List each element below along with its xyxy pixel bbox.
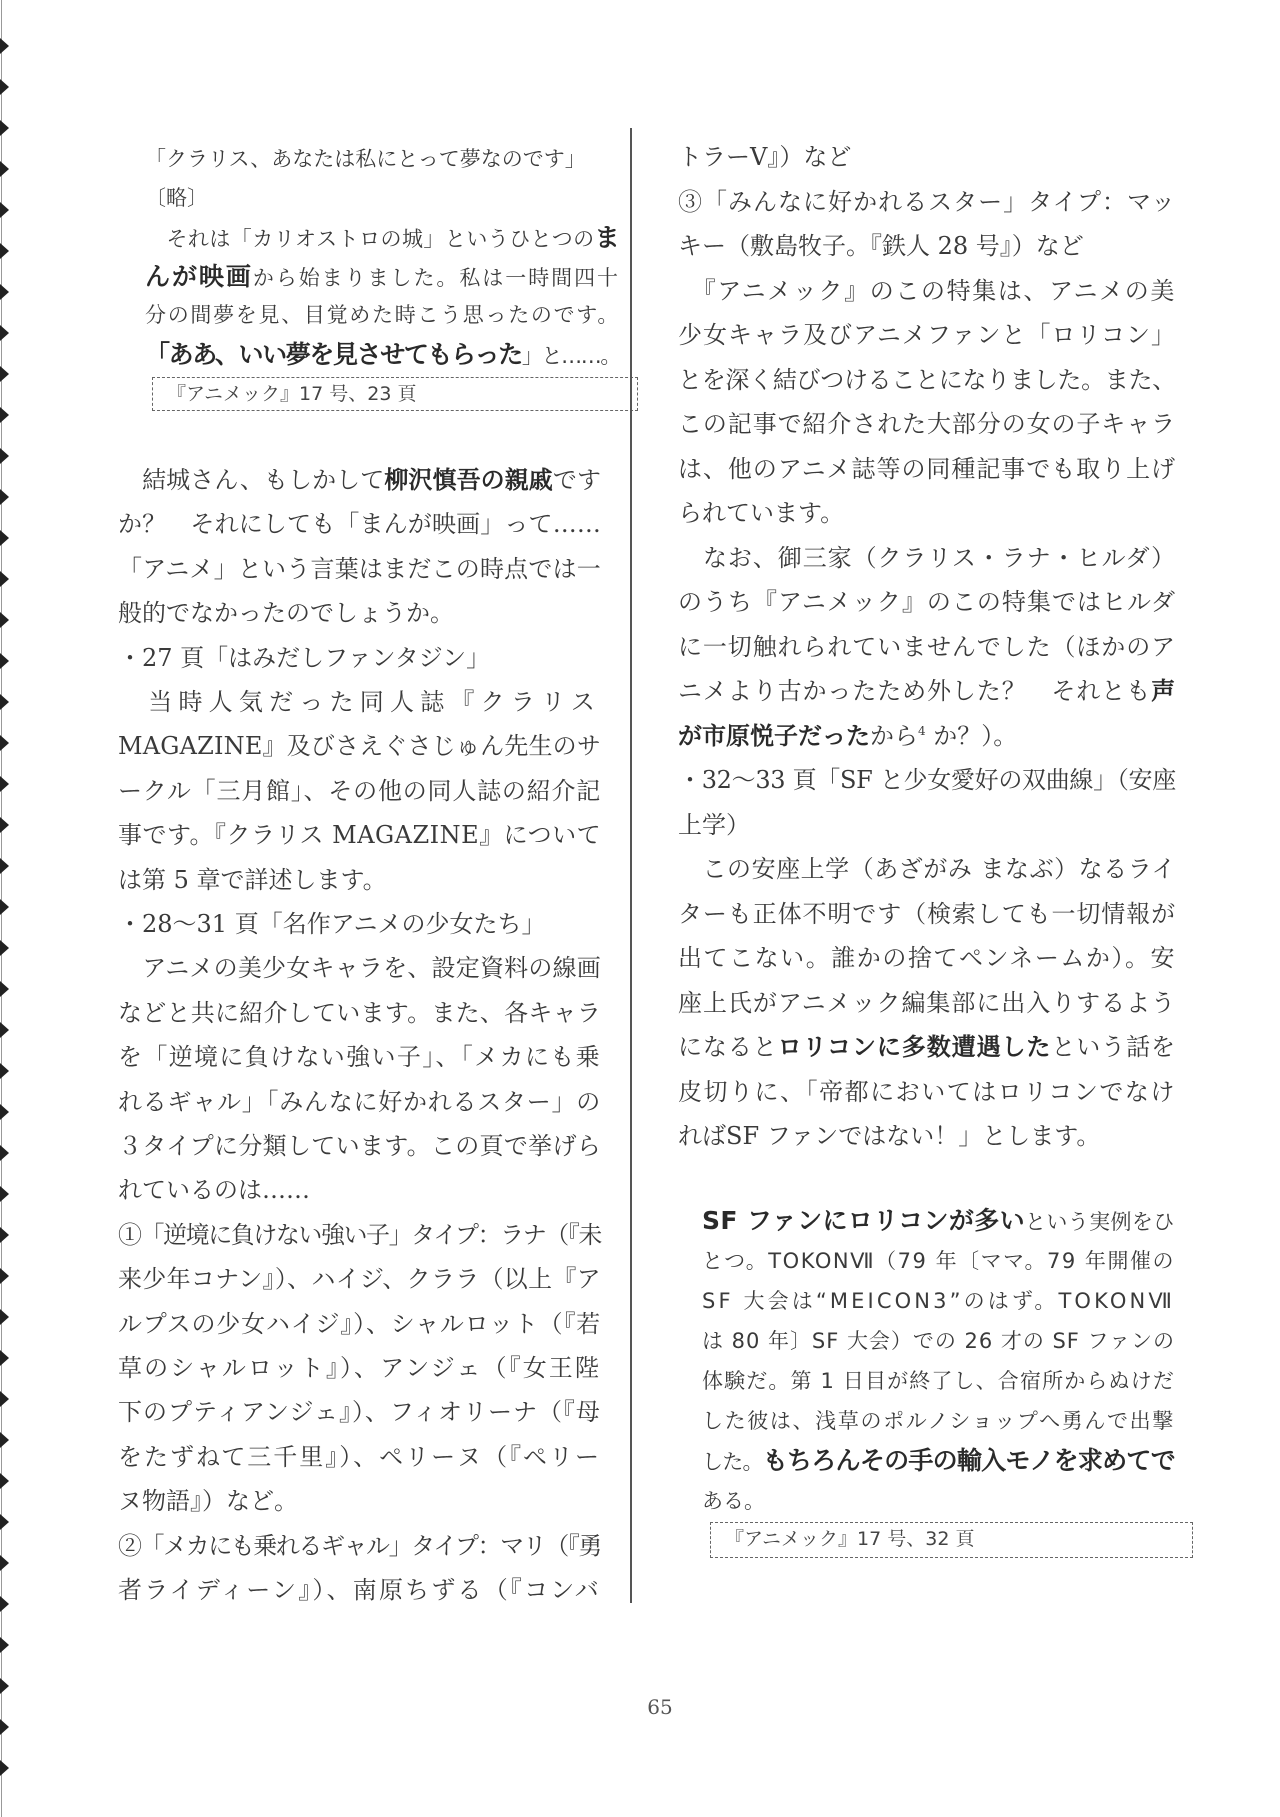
text-segment: 体験だ。第 1 日目が終了し、合宿所からぬけだ	[702, 1369, 1175, 1393]
text-line-content	[678, 1025, 1176, 1070]
text-line-content	[145, 335, 620, 376]
binding-hole-mark	[0, 1432, 9, 1448]
binding-hole-mark	[0, 612, 9, 628]
binding-hole-mark	[0, 899, 9, 915]
text-segment: した。	[702, 1450, 763, 1474]
binding-hole-mark	[0, 653, 9, 669]
text-line-content	[118, 1302, 601, 1346]
binding-hole-mark	[0, 1104, 9, 1120]
text-line	[702, 1281, 1177, 1321]
text-line	[118, 458, 603, 502]
emphasis-text: 声	[1151, 676, 1177, 705]
text-line-content	[118, 769, 601, 813]
text-line	[118, 502, 603, 546]
text-line-content	[118, 1035, 601, 1079]
text-line-content	[678, 892, 1176, 937]
text-line	[118, 769, 603, 813]
text-line-content	[118, 547, 601, 591]
emphasis-text: もちろんその手の輸入モノを求めてで	[762, 1446, 1175, 1475]
text-line-content	[702, 1401, 1175, 1441]
text-segment: それは「カリオストロの城」というひとつの	[145, 227, 595, 251]
text-line	[702, 1401, 1177, 1441]
text-line-content	[678, 491, 844, 536]
text-line-content	[678, 981, 1176, 1026]
text-line-content	[118, 1435, 601, 1479]
binding-hole-mark	[0, 1268, 9, 1284]
text-segment: 般的でなかったのでしょうか。	[118, 599, 454, 628]
text-line	[702, 1241, 1177, 1281]
text-segment: 『アニメック』のこの特集は、アニメの美	[678, 276, 1176, 305]
text-line-content	[678, 313, 1176, 358]
text-line	[118, 1568, 603, 1612]
text-line	[678, 491, 1178, 536]
text-segment: アニメの美少女キャラを、設定資料の線画	[118, 954, 601, 983]
text-segment: なお、御三家（クラリス・ラナ・ヒルダ）	[678, 543, 1177, 572]
text-line	[118, 1435, 603, 1479]
text-segment: を「逆境に負けない強い子」、「メカにも乗	[118, 1043, 601, 1072]
text-segment: した彼は、浅草のポルノショップへ勇んで出撃	[702, 1409, 1175, 1433]
text-line	[118, 946, 603, 990]
text-segment: 「クラリス、あなたは私にとって夢なのです」	[145, 147, 586, 171]
text-segment: 皮切りに、「帝都においてはロリコンでなけ	[678, 1077, 1176, 1106]
text-line-content	[145, 296, 620, 335]
text-line-content	[678, 1114, 1100, 1159]
text-line-content	[678, 269, 1176, 314]
text-segment: ３タイプに分類しています。この頁で挙げら	[118, 1132, 602, 1160]
text-line	[678, 1025, 1178, 1070]
text-segment: ヌ物語』）など。	[118, 1487, 298, 1516]
binding-hole-mark	[0, 243, 9, 259]
text-line	[118, 1168, 603, 1212]
text-segment: ・27 頁「はみだしファンタジン」	[118, 643, 491, 672]
text-line	[118, 724, 603, 768]
text-line	[145, 257, 622, 296]
binding-hole-mark	[0, 120, 9, 136]
text-line-content	[118, 680, 601, 724]
footnote-marker: 4	[918, 723, 926, 738]
text-segment: などと共に紹介しています。また、各キャラ	[118, 998, 602, 1027]
text-line-content	[678, 625, 1176, 670]
text-segment: ニメより古かったため外した？ それとも	[678, 677, 1152, 705]
text-line-content	[118, 502, 601, 546]
text-segment: 少女キャラ及びアニメファンと「ロリコン」	[678, 321, 1177, 349]
text-line-content	[118, 724, 601, 768]
binding-hole-mark	[0, 1227, 9, 1243]
text-line	[118, 1479, 603, 1523]
binding-hole-mark	[0, 1186, 9, 1202]
text-segment: のうち『アニメック』のこの特集ではヒルダ	[678, 588, 1177, 616]
citation-text: 『アニメック』17 号、23 頁	[167, 383, 417, 405]
text-segment: MAGAZINE』及びさえぐさじゅん先生のサ	[118, 732, 602, 761]
text-line-content	[678, 402, 1176, 447]
text-line-content	[118, 591, 454, 635]
binding-hole-mark	[0, 776, 9, 792]
text-line	[678, 936, 1178, 981]
text-segment: れるギャル」「みんなに好かれるスター」の	[118, 1087, 601, 1116]
text-line-content	[702, 1241, 1175, 1281]
text-line-content	[118, 1524, 601, 1568]
binding-hole-mark	[0, 694, 9, 710]
text-line	[678, 313, 1178, 358]
text-line-content	[678, 758, 1176, 803]
text-line	[145, 296, 622, 335]
binding-hole-mark	[0, 858, 9, 874]
binding-hole-mark	[0, 1637, 9, 1653]
text-line-content	[145, 218, 620, 259]
text-line-content	[678, 580, 1176, 625]
text-segment: になると	[678, 1033, 778, 1061]
text-line	[678, 981, 1178, 1026]
text-line	[118, 636, 603, 680]
text-line-content	[118, 1257, 601, 1301]
binding-hole-mark	[0, 1309, 9, 1325]
emphasis-text: んが映画	[145, 262, 253, 291]
text-line	[678, 803, 1178, 848]
text-line	[118, 902, 603, 946]
text-segment: から始まりました。私は一時間四十	[252, 266, 621, 290]
binding-hole-mark	[0, 981, 9, 997]
text-segment: SF 大会は“MEICON3”のはず。TOKONⅦ	[702, 1289, 1175, 1313]
binding-hole-mark	[0, 1514, 9, 1530]
text-segment: 当時人気だった同人誌『クラリス	[118, 688, 602, 716]
text-line-content	[118, 1568, 601, 1612]
text-segment: から	[870, 721, 918, 750]
binding-hole-mark	[0, 284, 9, 300]
text-segment: れているのは……	[118, 1176, 310, 1205]
text-line	[678, 402, 1178, 447]
text-line-content	[702, 1481, 765, 1521]
text-line-content	[678, 714, 1017, 759]
text-segment: 下のプティアンジェ』）、フィオリーナ（『母	[118, 1398, 601, 1427]
binding-edge	[0, 0, 14, 1817]
text-line-content	[118, 991, 601, 1035]
text-line-content	[678, 1070, 1176, 1115]
binding-hole-mark	[0, 530, 9, 546]
binding-hole-mark	[0, 940, 9, 956]
text-segment: 草のシャルロット』）、アンジェ（『女王陛	[118, 1354, 601, 1382]
text-segment: に一切触れられていませんでした（ほかのア	[678, 632, 1176, 661]
binding-hole-mark	[0, 407, 9, 423]
binding-hole-mark	[0, 202, 9, 218]
text-segment: 事です。『クラリス MAGAZINE』について	[118, 821, 602, 850]
text-line	[702, 1481, 1177, 1521]
text-segment: ①「逆境に負けない強い子」タイプ：ラナ（『未	[118, 1220, 601, 1249]
binding-hole-mark	[0, 448, 9, 464]
binding-hole-mark	[0, 79, 9, 95]
text-line	[118, 1524, 603, 1568]
emphasis-text: が市原悦子だった	[678, 720, 870, 750]
text-line-content	[678, 803, 750, 848]
text-line-content	[678, 447, 1176, 492]
text-segment: ③「みんなに好かれるスター」タイプ：マッ	[678, 187, 1177, 216]
text-line	[678, 135, 1178, 180]
text-segment: です	[552, 466, 602, 494]
text-segment: という話を	[1051, 1033, 1176, 1061]
text-line-content	[702, 1361, 1175, 1401]
text-line-content	[118, 1213, 601, 1257]
text-line-content	[702, 1321, 1175, 1361]
binding-hole-mark	[0, 489, 9, 505]
text-segment: ・32～33 頁「SF と少女愛好の双曲線」（安座	[678, 766, 1176, 794]
binding-hole-mark	[0, 735, 9, 751]
binding-hole-mark	[0, 1022, 9, 1038]
emphasis-text: ロリコンに多数遭遇した	[777, 1032, 1052, 1061]
text-line-content	[145, 179, 208, 218]
text-line-content	[118, 1124, 601, 1168]
text-segment: 上学）	[678, 810, 750, 839]
binding-hole-mark	[0, 1145, 9, 1161]
text-line-content	[678, 135, 851, 180]
text-segment: この記事で紹介された大部分の女の子キャラ	[678, 410, 1176, 438]
text-line-content	[145, 140, 586, 179]
text-line	[118, 1213, 603, 1257]
emphasis-text: 「ああ、いい夢を見させてもらった	[145, 340, 522, 369]
text-segment: 分の間夢を見、目覚めた時こう思ったのです。	[145, 303, 621, 327]
text-line	[678, 180, 1178, 225]
text-line-content	[118, 1479, 298, 1523]
text-segment: とつ。TOKONⅦ（79 年〔ママ。79 年開催の	[702, 1249, 1176, 1273]
binding-hole-mark	[0, 161, 9, 177]
text-segment: トラーV』）など	[678, 143, 852, 171]
text-line-content	[118, 1346, 601, 1390]
text-segment: ある。	[702, 1489, 765, 1513]
binding-hole-mark	[0, 1760, 9, 1776]
text-line-content	[118, 458, 601, 502]
binding-hole-mark	[0, 571, 9, 587]
text-line	[702, 1361, 1177, 1401]
text-line-content	[118, 1080, 601, 1124]
text-line	[145, 140, 622, 179]
text-line-content	[118, 1168, 310, 1212]
citation-box-bottom	[710, 1522, 1193, 1558]
citation-box-top	[152, 377, 638, 411]
text-segment: は、他のアニメ誌等の同種記事でも取り上げ	[678, 454, 1176, 483]
binding-hole-mark	[0, 817, 9, 833]
text-segment: 「アニメ」という言葉はまだこの時点では一	[118, 554, 601, 583]
text-line-content	[678, 669, 1176, 714]
text-line	[118, 591, 603, 635]
text-segment: ターも正体不明です（検索しても一切情報が	[678, 899, 1176, 928]
binding-hole-mark	[0, 325, 9, 341]
text-line-content	[678, 847, 1176, 892]
text-line-content	[678, 358, 1176, 403]
binding-hole-mark	[0, 1555, 9, 1571]
text-segment: 座上氏がアニメック編集部に出入りするよう	[678, 988, 1176, 1017]
text-line	[118, 680, 603, 724]
text-segment: か？ それにしても「まんが映画」って……	[118, 510, 601, 539]
text-line	[678, 758, 1178, 803]
binding-hole-mark	[0, 1719, 9, 1735]
text-line-content	[118, 636, 490, 680]
text-line-content	[702, 1201, 1175, 1242]
binding-hole-mark	[0, 1063, 9, 1079]
text-line	[678, 269, 1178, 314]
text-segment: 出てこない。誰かの捨てペンネームか）。安	[678, 944, 1177, 972]
text-segment: は 80 年〕SF 大会）での 26 才の SF ファンの	[702, 1329, 1175, 1353]
text-segment: ルプスの少女ハイジ』）、シャルロット（『若	[118, 1309, 602, 1338]
text-line	[678, 447, 1178, 492]
text-line-content	[118, 1390, 601, 1434]
text-line-content	[678, 536, 1176, 581]
text-line	[118, 858, 603, 902]
text-line	[118, 1302, 603, 1346]
page-number: 65	[647, 1695, 673, 1719]
citation-text: 『アニメック』17 号、32 頁	[725, 1528, 975, 1550]
binding-hole-mark	[0, 38, 9, 54]
text-line	[118, 1257, 603, 1301]
binding-hole-mark	[0, 1473, 9, 1489]
text-segment: 者ライディーン』）、南原ちずる（『コンバ	[118, 1576, 601, 1604]
text-line	[678, 580, 1178, 625]
text-segment: をたずねて三千里』）、ペリーヌ（『ペリー	[118, 1442, 601, 1471]
text-line-content	[118, 813, 601, 857]
text-line-content	[118, 858, 387, 902]
text-line	[678, 847, 1178, 892]
text-segment: 」と……。	[521, 344, 621, 368]
text-segment: か？）。	[925, 721, 1018, 750]
text-line	[118, 813, 603, 857]
text-line	[678, 224, 1178, 269]
emphasis-text: ま	[594, 223, 621, 252]
text-segment: とを深く結びつけることになりました。また、	[678, 365, 1176, 394]
text-segment: 〔略〕	[145, 186, 208, 210]
text-line	[118, 1124, 603, 1168]
text-line-content	[118, 902, 546, 946]
text-line-content	[678, 180, 1176, 225]
binding-hole-mark	[0, 1596, 9, 1612]
text-line	[678, 1114, 1178, 1159]
text-line	[118, 547, 603, 591]
text-segment: られています。	[678, 499, 845, 527]
text-segment: この安座上学（あざがみ まなぶ）なるライ	[678, 855, 1177, 883]
text-line	[678, 1070, 1178, 1115]
text-segment: は第 5 章で詳述します。	[118, 865, 387, 894]
text-line	[678, 892, 1178, 937]
text-line-content	[702, 1441, 1175, 1482]
text-line-content	[118, 946, 601, 990]
text-line	[678, 536, 1178, 581]
text-line-content	[702, 1281, 1175, 1321]
text-line	[145, 179, 622, 218]
text-segment: ・28～31 頁「名作アニメの少女たち」	[118, 910, 546, 938]
text-segment: 来少年コナン』）、ハイジ、クララ（以上『ア	[118, 1265, 601, 1294]
text-line	[702, 1321, 1177, 1361]
text-segment: ②「メカにも乗れるギャル」タイプ：マリ（『勇	[118, 1531, 601, 1560]
text-segment: ークル「三月館」、その他の同人誌の紹介記	[118, 776, 602, 805]
text-segment: 結城さん、もしかして	[118, 466, 385, 494]
text-segment: ればSF ファンではない！」とします。	[678, 1122, 1101, 1150]
binding-hole-mark	[0, 366, 9, 382]
text-line	[118, 1390, 603, 1434]
text-line	[118, 1346, 603, 1390]
text-line	[118, 1080, 603, 1124]
text-segment: という実例をひ	[1024, 1210, 1175, 1234]
column-divider	[630, 128, 632, 1603]
text-segment: キー（敷島牧子。『鉄人 28 号』）など	[678, 232, 1084, 260]
binding-hole-mark	[0, 1678, 9, 1694]
text-line-content	[678, 224, 1084, 269]
text-line	[678, 625, 1178, 670]
binding-hole-mark	[0, 1391, 9, 1407]
text-line	[118, 991, 603, 1035]
emphasis-text: 柳沢慎吾の親戚	[384, 465, 553, 494]
text-line	[678, 714, 1178, 759]
binding-hole-mark	[0, 1350, 9, 1366]
text-line	[702, 1441, 1177, 1481]
emphasis-text: SF ファンにロリコンが多い	[702, 1206, 1025, 1235]
text-line	[702, 1201, 1177, 1241]
text-line	[145, 335, 622, 374]
text-line	[118, 1035, 603, 1079]
text-line-content	[678, 936, 1176, 981]
text-line	[678, 669, 1178, 714]
text-line-content	[145, 257, 620, 298]
text-line	[678, 358, 1178, 403]
text-line	[145, 218, 622, 257]
